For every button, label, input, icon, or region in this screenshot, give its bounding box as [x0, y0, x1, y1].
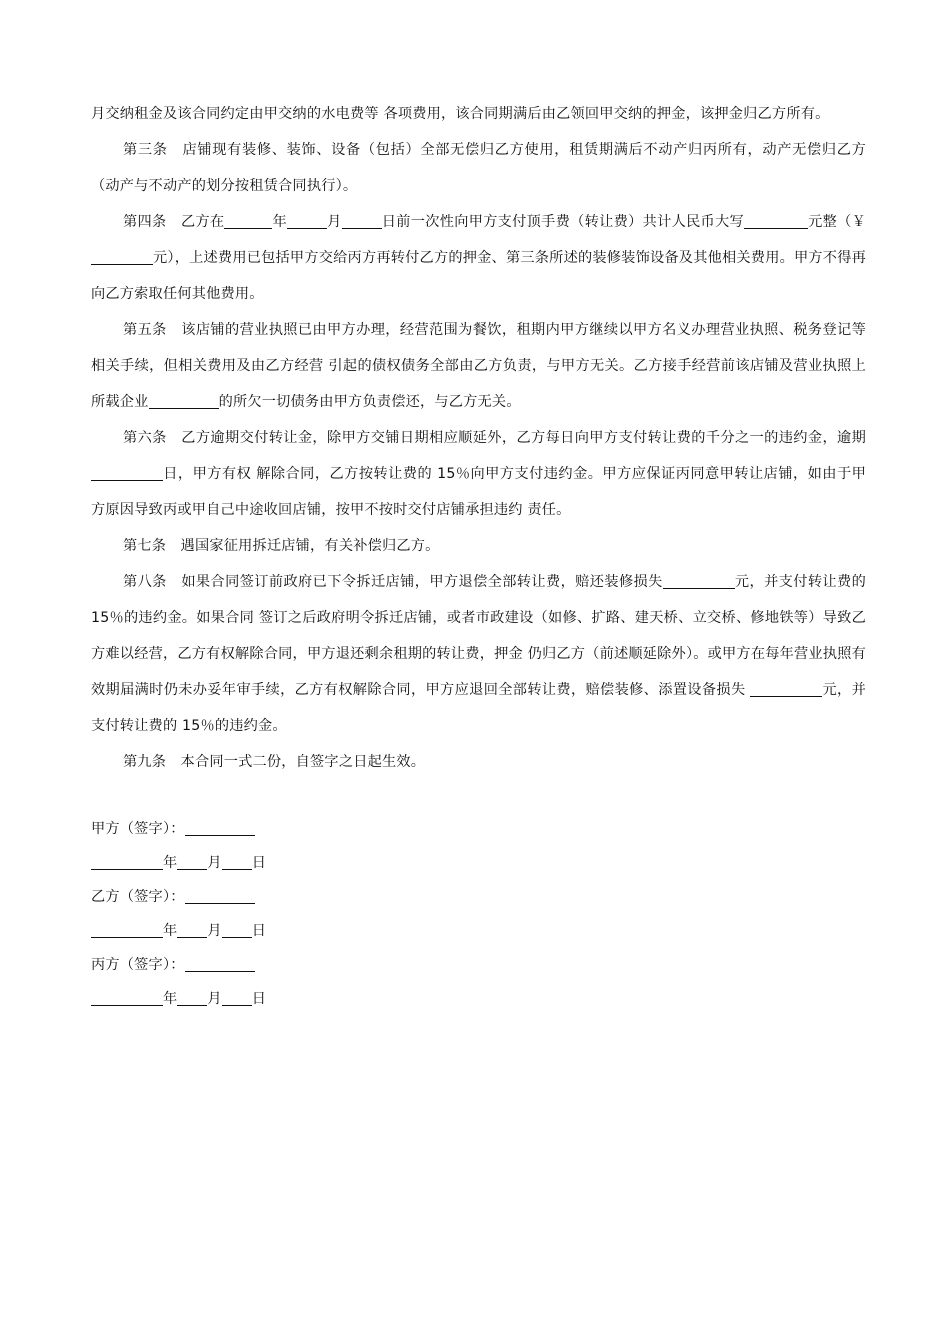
signature-block	[91, 812, 866, 1016]
blank-overdue-days-field[interactable]	[91, 464, 163, 481]
month-label: 月	[207, 991, 222, 1007]
article-4-text-a: 第四条 乙方在	[123, 214, 225, 230]
article-4-text-f: 元），上述费用已包括甲方交给丙方再转付乙方的押金、第三条所述的装修装饰设备及其他相关费用。甲方不得再向乙方索取任何其他费用。	[91, 250, 866, 302]
year-label: 年	[163, 855, 178, 871]
blank-day-field[interactable]	[342, 212, 382, 229]
day-label: 日	[251, 991, 267, 1007]
blank-renovation-loss-field[interactable]	[663, 572, 735, 589]
party-a-signature-line	[91, 812, 866, 846]
party-c-label: 丙方（签字）：	[91, 957, 185, 973]
blank-month-field[interactable]	[287, 212, 327, 229]
paragraph-article-6	[91, 420, 866, 528]
party-c-date-line	[91, 982, 866, 1016]
month-label: 月	[207, 923, 222, 939]
party-c-year-field[interactable]	[91, 989, 163, 1006]
party-b-day-field[interactable]	[222, 921, 252, 938]
party-c-signature-line	[91, 948, 866, 982]
article-8-text-a: 第八条 如果合同签订前政府已下令拆迁店铺，甲方退偿全部转让费，赔还装修损失	[123, 574, 663, 590]
blank-amount-words-field[interactable]	[744, 212, 808, 229]
party-b-date-line	[91, 914, 866, 948]
party-c-month-field[interactable]	[177, 989, 207, 1006]
article-5-text-a: 第五条 该店铺的营业执照已由甲方办理，经营范围为餐饮，租期内甲方继续以甲方名义办理营业执照、税务登记等相关手续，但相关费用及由乙方经营 引起的债权债务全部由乙方负责，与甲方无关。乙方接手经营前该店铺及营业执照上所载企业	[91, 322, 866, 410]
article-8-text-c: 元，并支付转让费的 15％的违约金。	[91, 682, 866, 734]
party-a-signature-field[interactable]	[185, 819, 255, 836]
paragraph-article-4	[91, 204, 866, 312]
paragraph-article-8	[91, 564, 866, 744]
paragraph-article-5	[91, 312, 866, 420]
blank-equipment-loss-field[interactable]	[750, 680, 822, 697]
year-label: 年	[163, 991, 178, 1007]
article-4-text-e: 元整（￥	[808, 214, 866, 230]
paragraph-article-9: 第九条 本合同一式二份，自签字之日起生效。	[123, 754, 426, 770]
blank-company-field[interactable]	[149, 392, 219, 409]
article-6-text-b: 日，甲方有权 解除合同，乙方按转让费的 15％向甲方支付违约金。甲方应保证丙同意甲转让店铺，如由于甲方原因导致丙或甲自己中途收回店铺，按甲不按时交付店铺承担违约 责任。	[91, 466, 866, 518]
article-4-text-b: 年	[272, 214, 288, 230]
party-a-month-field[interactable]	[177, 853, 207, 870]
party-b-signature-field[interactable]	[185, 887, 255, 904]
party-c-day-field[interactable]	[222, 989, 252, 1006]
party-c-signature-field[interactable]	[185, 955, 255, 972]
article-4-text-d: 日前一次性向甲方支付顶手费（转让费）共计人民币大写	[381, 214, 745, 230]
party-a-label: 甲方（签字）：	[91, 821, 185, 837]
party-b-label: 乙方（签字）：	[91, 889, 185, 905]
party-b-signature-line	[91, 880, 866, 914]
blank-year-field[interactable]	[224, 212, 272, 229]
party-a-year-field[interactable]	[91, 853, 163, 870]
party-a-day-field[interactable]	[222, 853, 252, 870]
day-label: 日	[251, 855, 267, 871]
month-label: 月	[207, 855, 222, 871]
year-label: 年	[163, 923, 178, 939]
article-8-text-b: 元，并支付转让费的 15％的违约金。如果合同 签订之后政府明令拆迁店铺，或者市政建设（如修、扩路、建天桥、立交桥、修地铁等）导致乙方难以经营，乙方有权解除合同，甲方退还剩余租期的转让费，押金 仍归乙方（前述顺延除外）。或甲方在每年营业执照有效期届满时仍未办妥年审手续，乙方有权解除合同，甲方应退回全部转让费，赔偿装修、添置设备损失	[91, 574, 866, 698]
article-5-text-b: 的所欠一切债务由甲方负责偿还，与乙方无关。	[218, 394, 521, 410]
day-label: 日	[251, 923, 267, 939]
article-4-text-c: 月	[327, 214, 342, 230]
article-6-text-a: 第六条 乙方逾期交付转让金，除甲方交铺日期相应顺延外，乙方每日向甲方支付转让费的千分之一的违约金，逾期	[123, 430, 866, 446]
party-a-date-line	[91, 846, 866, 880]
paragraph-article-2-continued: 月交纳租金及该合同约定由甲交纳的水电费等 各项费用，该合同期满后由乙领回甲交纳的押金，该押金归乙方所有。	[91, 106, 830, 122]
party-b-year-field[interactable]	[91, 921, 163, 938]
paragraph-article-7: 第七条 遇国家征用拆迁店铺，有关补偿归乙方。	[123, 538, 440, 554]
party-b-month-field[interactable]	[177, 921, 207, 938]
blank-amount-figures-field[interactable]	[91, 248, 153, 265]
paragraph-article-3: 第三条 店铺现有装修、装饰、设备（包括）全部无偿归乙方使用，租赁期满后不动产归丙所有，动产无偿归乙方（动产与不动产的划分按租赁合同执行）。	[91, 142, 866, 194]
